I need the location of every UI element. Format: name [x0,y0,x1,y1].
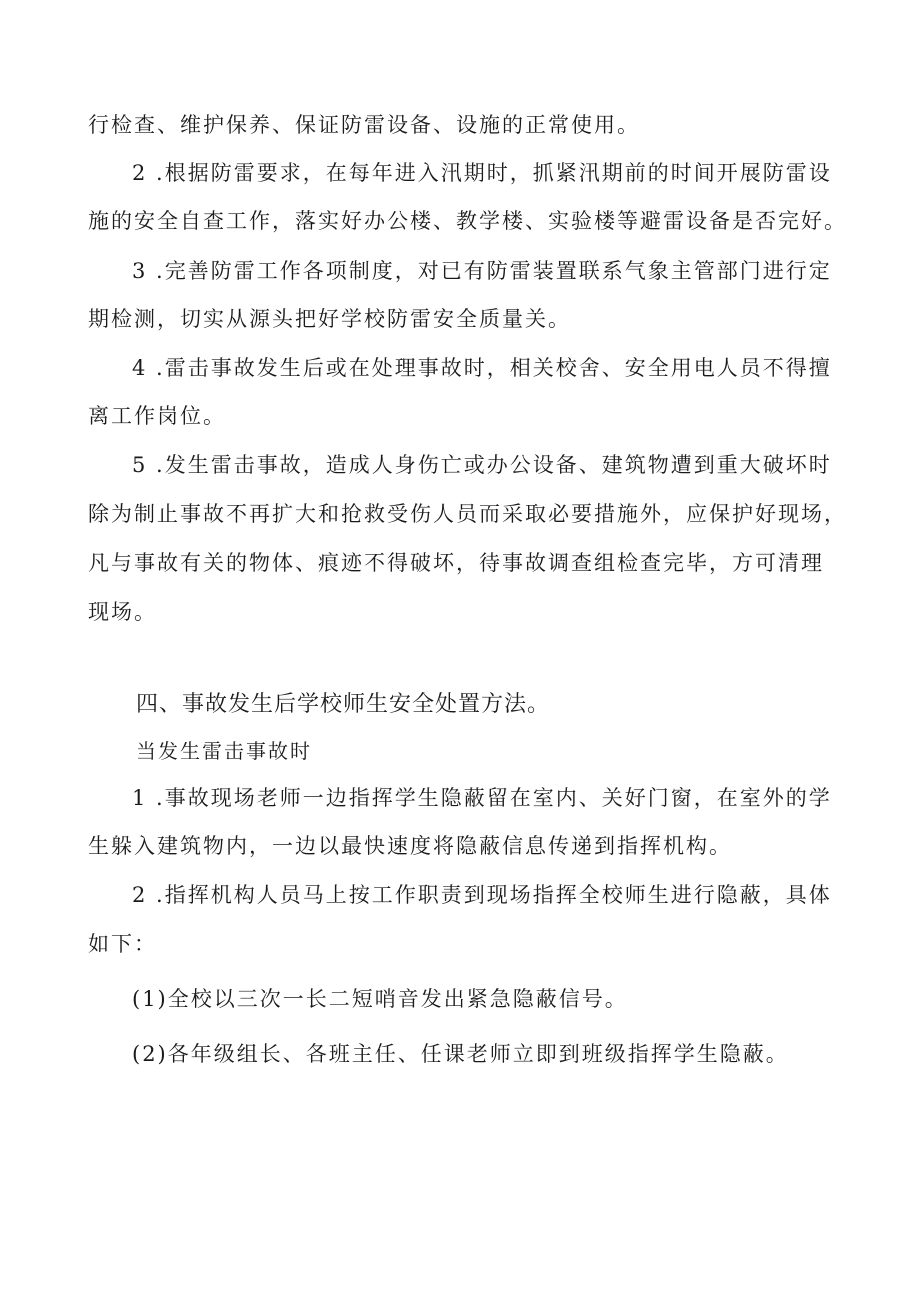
step-1-line-2: 生躲入建筑物内，一边以最快速度将隐蔽信息传递到指挥机构。 [88,834,732,858]
item-5-line-2: 除为制止事故不再扩大和抢救受伤人员而采取必要措施外，应保护好现场， [88,502,847,526]
item-2-line-1: 2 .根据防雷要求，在每年进入汛期时，抓紧汛期前的时间开展防雷设 [132,161,832,185]
step-2-line-2: 如下： [88,932,157,956]
sub-item-1: (1)全校以三次一长二短哨音发出紧急隐蔽信号。 [132,987,628,1011]
sub-item-2: (2)各年级组长、各班主任、任课老师立即到班级指挥学生隐蔽。 [132,1042,789,1066]
item-3-line-1: 3 .完善防雷工作各项制度，对已有防雷装置联系气象主管部门进行定 [132,259,832,283]
item-3-line-2: 期检测，切实从源头把好学校防雷安全质量关。 [88,307,571,331]
step-2-line-1: 2 .指挥机构人员马上按工作职责到现场指挥全校师生进行隐蔽，具体 [132,883,832,907]
paragraph-1-continuation: 行检查、维护保养、保证防雷设备、设施的正常使用。 [88,113,640,137]
item-2-line-2: 施的安全自查工作，落实好办公楼、教学楼、实验楼等避雷设备是否完好。 [88,209,847,233]
scenario-label: 当发生雷击事故时 [136,739,312,763]
section-heading: 四、事故发生后学校师生安全处置方法。 [136,692,551,717]
item-4-line-2: 离工作岗位。 [88,404,226,428]
item-5-line-1: 5 .发生雷击事故，造成人身伤亡或办公设备、建筑物遭到重大破坏时 [132,453,832,477]
item-5-line-3: 凡与事故有关的物体、痕迹不得破坏，待事故调查组检查完毕，方可清理 [88,551,824,575]
item-5-line-4: 现场。 [88,600,157,624]
item-4-line-1: 4 .雷击事故发生后或在处理事故时，相关校舍、安全用电人员不得擅 [132,356,832,380]
step-1-line-1: 1 .事故现场老师一边指挥学生隐蔽留在室内、关好门窗，在室外的学 [132,786,832,810]
